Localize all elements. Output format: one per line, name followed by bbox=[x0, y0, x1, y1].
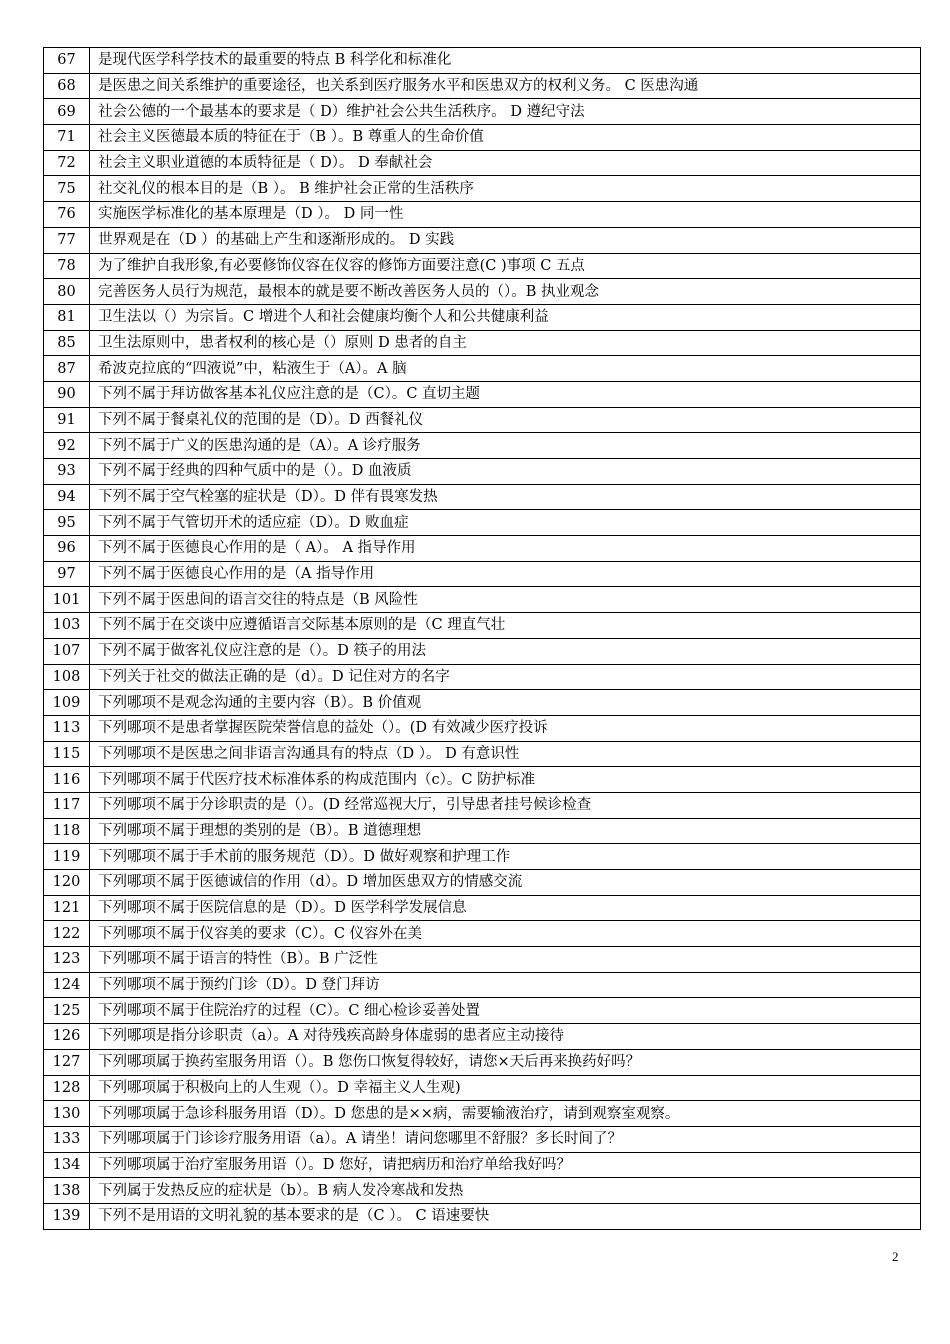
table-row bbox=[44, 381, 921, 407]
table-row bbox=[44, 73, 921, 99]
table-row bbox=[44, 510, 921, 536]
question-text: 下列哪项属于急诊科服务用语（D）。D 您患的是××病，需要输液治疗，请到观察室观察。 bbox=[90, 1101, 921, 1127]
question-number: 103 bbox=[44, 613, 90, 639]
table-row bbox=[44, 664, 921, 690]
question-text: 下列不属于医德良心作用的是（A 指导作用 bbox=[90, 561, 921, 587]
question-number: 109 bbox=[44, 690, 90, 716]
question-number: 67 bbox=[44, 48, 90, 74]
question-number: 71 bbox=[44, 125, 90, 151]
table-row bbox=[44, 638, 921, 664]
question-text: 为了维护自我形象,有必要修饰仪容在仪容的修饰方面要注意(C )事项 C 五点 bbox=[90, 253, 921, 279]
table-row bbox=[44, 536, 921, 562]
table-row bbox=[44, 484, 921, 510]
question-text: 下列哪项不属于手术前的服务规范（D）。D 做好观察和护理工作 bbox=[90, 844, 921, 870]
question-text: 下列哪项属于积极向上的人生观（）。D 幸福主义人生观) bbox=[90, 1075, 921, 1101]
table-row bbox=[44, 459, 921, 485]
question-number: 77 bbox=[44, 227, 90, 253]
question-text: 下列哪项不属于医德诚信的作用（d）。D 增加医患双方的情感交流 bbox=[90, 870, 921, 896]
question-number: 133 bbox=[44, 1126, 90, 1152]
table-row bbox=[44, 715, 921, 741]
question-text: 下列哪项不是观念沟通的主要内容（B）。B 价值观 bbox=[90, 690, 921, 716]
table-row bbox=[44, 870, 921, 896]
table-row bbox=[44, 1126, 921, 1152]
table-row bbox=[44, 921, 921, 947]
question-number: 120 bbox=[44, 870, 90, 896]
table-row bbox=[44, 741, 921, 767]
question-number: 138 bbox=[44, 1178, 90, 1204]
table-row bbox=[44, 1024, 921, 1050]
table-row bbox=[44, 1203, 921, 1229]
table-row bbox=[44, 227, 921, 253]
table-row bbox=[44, 947, 921, 973]
question-number: 134 bbox=[44, 1152, 90, 1178]
question-text: 卫生法以（）为宗旨。C 增进个人和社会健康均衡个人和公共健康利益 bbox=[90, 304, 921, 330]
question-number: 87 bbox=[44, 356, 90, 382]
question-text: 下列哪项不属于理想的类别的是（B）。B 道德理想 bbox=[90, 818, 921, 844]
question-number: 81 bbox=[44, 304, 90, 330]
question-number: 68 bbox=[44, 73, 90, 99]
question-text: 下列不属于做客礼仪应注意的是（）。D 筷子的用法 bbox=[90, 638, 921, 664]
table-row bbox=[44, 587, 921, 613]
question-number: 90 bbox=[44, 381, 90, 407]
question-number: 119 bbox=[44, 844, 90, 870]
table-row bbox=[44, 253, 921, 279]
question-text: 是现代医学科学技术的最重要的特点 B 科学化和标准化 bbox=[90, 48, 921, 74]
question-number: 128 bbox=[44, 1075, 90, 1101]
question-text: 希波克拉底的“四液说”中，粘液生于（A）。A 脑 bbox=[90, 356, 921, 382]
question-text: 下列哪项不属于代医疗技术标准体系的构成范围内（c）。C 防护标准 bbox=[90, 767, 921, 793]
table-row bbox=[44, 792, 921, 818]
table-row bbox=[44, 1101, 921, 1127]
question-number: 72 bbox=[44, 150, 90, 176]
question-number: 92 bbox=[44, 433, 90, 459]
table-row bbox=[44, 279, 921, 305]
question-text: 下列哪项不属于仪容美的要求（C）。C 仪容外在美 bbox=[90, 921, 921, 947]
question-text: 社会主义职业道德的本质特征是（ D）。 D 奉献社会 bbox=[90, 150, 921, 176]
question-number: 117 bbox=[44, 792, 90, 818]
question-text: 下列哪项是指分诊职责（a）。A 对待残疾高龄身体虚弱的患者应主动接待 bbox=[90, 1024, 921, 1050]
question-text: 下列哪项不属于分诊职责的是（）。(D 经常巡视大厅，引导患者挂号候诊检查 bbox=[90, 792, 921, 818]
table-row bbox=[44, 176, 921, 202]
question-number: 75 bbox=[44, 176, 90, 202]
question-number: 96 bbox=[44, 536, 90, 562]
question-text: 下列属于发热反应的症状是（b）。B 病人发冷寒战和发热 bbox=[90, 1178, 921, 1204]
question-text: 下列哪项不属于住院治疗的过程（C）。C 细心检诊妥善处置 bbox=[90, 998, 921, 1024]
question-number: 124 bbox=[44, 972, 90, 998]
table-row bbox=[44, 1049, 921, 1075]
table-row bbox=[44, 99, 921, 125]
table-row bbox=[44, 407, 921, 433]
question-text: 下列哪项不是患者掌握医院荣誉信息的益处（）。(D 有效减少医疗投诉 bbox=[90, 715, 921, 741]
question-text: 完善医务人员行为规范，最根本的就是要不断改善医务人员的（）。B 执业观念 bbox=[90, 279, 921, 305]
question-text: 下列关于社交的做法正确的是（d）。D 记住对方的名字 bbox=[90, 664, 921, 690]
question-number: 121 bbox=[44, 895, 90, 921]
question-text: 是医患之间关系维护的重要途径，也关系到医疗服务水平和医患双方的权利义务。 C 医患沟通 bbox=[90, 73, 921, 99]
table-row bbox=[44, 998, 921, 1024]
question-text: 社交礼仪的根本目的是（B ）。 B 维护社会正常的生活秩序 bbox=[90, 176, 921, 202]
question-text: 下列不是用语的文明礼貌的基本要求的是（C ）。 C 语速要快 bbox=[90, 1203, 921, 1229]
question-text: 世界观是在（D ）的基础上产生和逐渐形成的。 D 实践 bbox=[90, 227, 921, 253]
question-number: 78 bbox=[44, 253, 90, 279]
question-number: 118 bbox=[44, 818, 90, 844]
table-row bbox=[44, 150, 921, 176]
question-text: 下列不属于经典的四种气质中的是（）。D 血液质 bbox=[90, 459, 921, 485]
table-row bbox=[44, 1075, 921, 1101]
question-number: 85 bbox=[44, 330, 90, 356]
question-table-body bbox=[44, 48, 921, 1230]
table-row bbox=[44, 330, 921, 356]
table-row bbox=[44, 818, 921, 844]
question-text: 下列不属于医患间的语言交往的特点是（B 风险性 bbox=[90, 587, 921, 613]
table-row bbox=[44, 895, 921, 921]
table-row bbox=[44, 690, 921, 716]
question-number: 80 bbox=[44, 279, 90, 305]
question-text: 实施医学标准化的基本原理是（D ）。 D 同一性 bbox=[90, 202, 921, 228]
question-text: 下列哪项属于治疗室服务用语（）。D 您好，请把病历和治疗单给我好吗？ bbox=[90, 1152, 921, 1178]
question-text: 下列不属于空气栓塞的症状是（D）。D 伴有畏寒发热 bbox=[90, 484, 921, 510]
question-number: 94 bbox=[44, 484, 90, 510]
question-text: 下列不属于在交谈中应遵循语言交际基本原则的是（C 理直气壮 bbox=[90, 613, 921, 639]
question-text: 下列哪项属于门诊诊疗服务用语（a）。A 请坐！请问您哪里不舒服？多长时间了？ bbox=[90, 1126, 921, 1152]
table-row bbox=[44, 844, 921, 870]
question-text: 下列不属于气管切开术的适应症（D）。D 败血症 bbox=[90, 510, 921, 536]
question-text: 下列哪项不属于预约门诊（D）。D 登门拜访 bbox=[90, 972, 921, 998]
question-number: 139 bbox=[44, 1203, 90, 1229]
question-text: 下列哪项不属于医院信息的是（D）。D 医学科学发展信息 bbox=[90, 895, 921, 921]
question-text: 下列哪项不是医患之间非语言沟通具有的特点（D ）。 D 有意识性 bbox=[90, 741, 921, 767]
page-number: 2 bbox=[892, 1249, 899, 1264]
question-text: 下列不属于广义的医患沟通的是（A）。A 诊疗服务 bbox=[90, 433, 921, 459]
table-row bbox=[44, 561, 921, 587]
table-row bbox=[44, 972, 921, 998]
table-row bbox=[44, 48, 921, 74]
table-row bbox=[44, 1152, 921, 1178]
table-row bbox=[44, 304, 921, 330]
question-number: 127 bbox=[44, 1049, 90, 1075]
question-number: 126 bbox=[44, 1024, 90, 1050]
question-text: 下列不属于拜访做客基本礼仪应注意的是（C）。C 直切主题 bbox=[90, 381, 921, 407]
table-row bbox=[44, 767, 921, 793]
question-text: 卫生法原则中，患者权利的核心是（）原则 D 患者的自主 bbox=[90, 330, 921, 356]
question-text: 社会主义医德最本质的特征在于（B ）。B 尊重人的生命价值 bbox=[90, 125, 921, 151]
question-number: 125 bbox=[44, 998, 90, 1024]
question-number: 97 bbox=[44, 561, 90, 587]
question-text: 下列哪项不属于语言的特性（B）。B 广泛性 bbox=[90, 947, 921, 973]
question-number: 69 bbox=[44, 99, 90, 125]
question-number: 107 bbox=[44, 638, 90, 664]
table-row bbox=[44, 1178, 921, 1204]
question-number: 113 bbox=[44, 715, 90, 741]
table-row bbox=[44, 356, 921, 382]
question-number: 116 bbox=[44, 767, 90, 793]
question-number: 115 bbox=[44, 741, 90, 767]
question-number: 91 bbox=[44, 407, 90, 433]
table-row bbox=[44, 202, 921, 228]
table-row bbox=[44, 613, 921, 639]
question-text: 下列不属于医德良心作用的是（ A）。 A 指导作用 bbox=[90, 536, 921, 562]
question-text: 下列哪项属于换药室服务用语（）。B 您伤口恢复得较好，请您×天后再来换药好吗？ bbox=[90, 1049, 921, 1075]
question-number: 130 bbox=[44, 1101, 90, 1127]
table-row bbox=[44, 433, 921, 459]
question-number: 108 bbox=[44, 664, 90, 690]
question-text: 社会公德的一个最基本的要求是（ D）维护社会公共生活秩序。 D 遵纪守法 bbox=[90, 99, 921, 125]
question-number: 122 bbox=[44, 921, 90, 947]
table-row bbox=[44, 125, 921, 151]
question-number: 101 bbox=[44, 587, 90, 613]
question-table bbox=[43, 47, 921, 1230]
question-number: 95 bbox=[44, 510, 90, 536]
question-number: 76 bbox=[44, 202, 90, 228]
question-text: 下列不属于餐桌礼仪的范围的是（D）。D 西餐礼仪 bbox=[90, 407, 921, 433]
question-number: 93 bbox=[44, 459, 90, 485]
question-number: 123 bbox=[44, 947, 90, 973]
